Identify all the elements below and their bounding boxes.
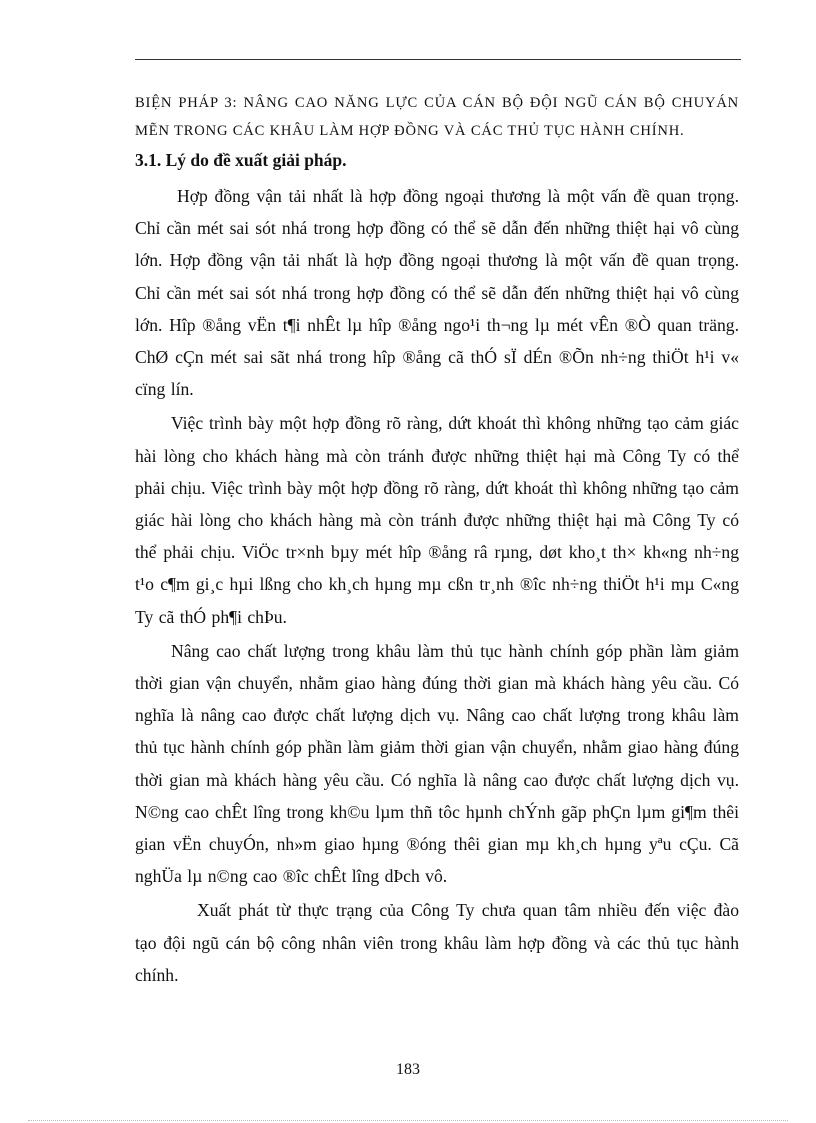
header-rule xyxy=(135,59,741,60)
page-number: 183 xyxy=(396,1061,420,1078)
footer-rule xyxy=(28,1120,788,1121)
subsection-heading: 3.1. Lý do đề xuất giải pháp. xyxy=(135,150,347,170)
paragraph-4: Xuất phát từ thực trạng của Công Ty chưa quan tâm nhiều đến việc đào tạo đội ngũ cán bộ công nhân viên trong khâu làm hợp đồng và các thủ tục hành chính. xyxy=(135,900,739,985)
paragraph-3: Nâng cao chất lượng trong khâu làm thủ tục hành chính góp phần làm giảm thời gian vận chuyển, nhằm giao hàng đúng thời gian mà khách hàng yêu cầu. Có nghĩa là nâng cao được chất lượng dịch vụ. Nâng cao chất lượng trong khâu làm thủ tục hành chính góp phần làm giảm thời gian vận chuyển, nhằm giao hàng đúng thời gian mà khách hàng yêu cầu. Có nghĩa là nâng cao được chất lượng dịch vụ. N©ng cao chÊt lîng trong kh©u lµm thñ tôc hµnh chÝnh gãp phÇn lµm gi¶m thêi gian vËn chuyÓn, nh»m giao hµng ®óng thêi gian mµ kh¸ch hµng yªu cÇu. Cã nghÜa lµ n©ng cao ®îc chÊt lîng dÞch vô. xyxy=(135,640,739,887)
paragraph-1: Hợp đồng vận tải nhất là hợp đồng ngoại thương là một vấn đề quan trọng. Chỉ cần mét sai sót nhá trong hợp đồng có thể sẽ dẫn đến những thiệt hại vô cùng lớn. Hợp đồng vận tải nhất là hợp đồng ngoại thương là một vấn đề quan trọng. Chỉ cần mét sai sót nhá trong hợp đồng có thể sẽ dẫn đến những thiệt hại vô cùng lớn. Hîp ®ång vËn t¶i nhÊt lµ hîp ®ång ngo¹i th¬ng lµ mét vÊn ®Ò quan träng. ChØ cÇn mét sai sãt nhá trong hîp ®ång cã thÓ sÏ dÉn ®Õn nh÷ng thiÖt h¹i v« cïng lín. xyxy=(135,186,739,400)
page-body xyxy=(135,90,739,991)
section-heading: BIỆN PHÁP 3: NÂNG CAO NĂNG LỰC CỦA CÁN BỘ ĐỘI NGŨ CÁN BỘ CHUYÁN MẼN TRONG CÁC KHÂU LÀM HỢP ĐỒNG VÀ CÁC THỦ TỤC HÀNH CHÍNH. xyxy=(135,95,739,139)
paragraph-2: Việc trình bày một hợp đồng rõ ràng, dứt khoát thì không những tạo cảm giác hài lòng cho khách hàng mà còn tránh được những thiệt hại mà Công Ty có thể phải chịu. Việc trình bày một hợp đồng rõ ràng, dứt khoát thì không những tạo cảm giác hài lòng cho khách hàng mà còn tránh được những thiệt hại mà Công Ty có thể phải chịu. ViÖc tr×nh bµy mét hîp ®ång râ rµng, døt kho¸t th× kh«ng nh÷ng t¹o c¶m gi¸c hµi lßng cho kh¸ch hµng mµ cßn tr¸nh ®îc nh÷ng thiÖt h¹i mµ C«ng Ty cã thÓ ph¶i chÞu. xyxy=(135,413,739,627)
